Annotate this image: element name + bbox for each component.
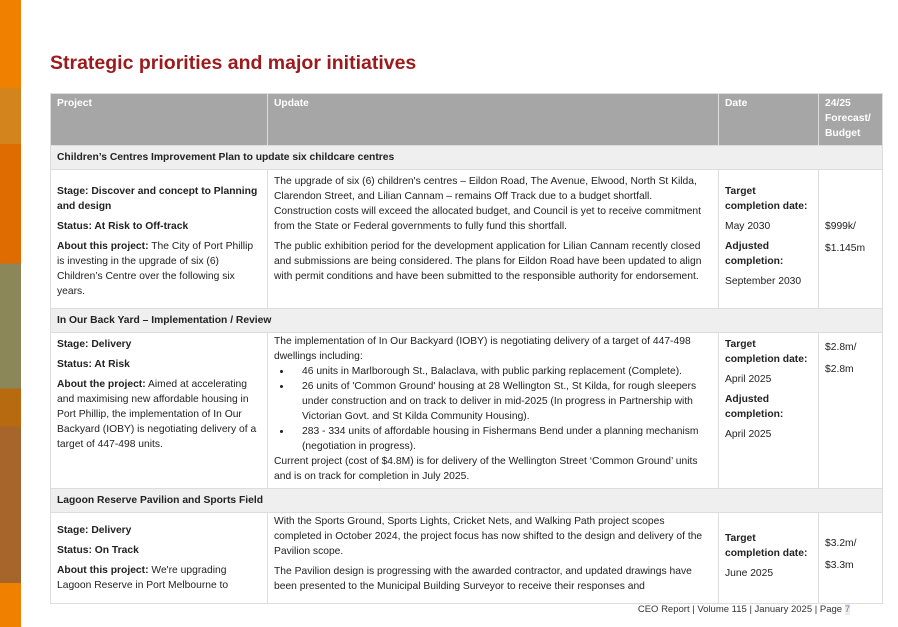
list-item: • 283 - 334 units of affordable housing in Fishermans Bend under a planning mechanism (negotiation in progress). (292, 424, 712, 454)
budget-cell: $2.8m/ $2.8m (819, 333, 883, 489)
adjusted-date: September 2030 (725, 276, 802, 287)
budget-cell: $3.2m/ $3.3m (819, 513, 883, 604)
update-paragraph: The upgrade of six (6) children's centres – Eildon Road, The Avenue, Elwood, North St Kilda, Clarendon Street, and Lilian Cannam – remains Off Track due to a budget shortfall. Construction costs will exceed the allocated budget, and Council is yet to receive commitment from the State or Federal governments to fully fund this shortfall. (274, 176, 701, 232)
project-cell (51, 333, 268, 489)
adjusted-label: Adjusted completion: (725, 241, 784, 267)
section-row (51, 489, 883, 513)
about: About this project: We're upgrading Lagoon Reserve in Port Melbourne to (57, 565, 229, 591)
status: Status: On Track (57, 545, 139, 556)
initiatives-table (50, 93, 883, 604)
section-row (51, 309, 883, 333)
date-cell (719, 513, 819, 604)
table-row (51, 513, 883, 604)
section-title: Children’s Centres Improvement Plan to update six childcare centres (51, 146, 883, 170)
project-cell (51, 170, 268, 309)
target-date: May 2030 (725, 221, 771, 232)
table-row (51, 333, 883, 489)
update-cell (268, 333, 719, 489)
header-date: Date (719, 94, 819, 146)
section-title: Lagoon Reserve Pavilion and Sports Field (51, 489, 883, 513)
budget-cell: $999k/ $1.145m (819, 170, 883, 309)
date-cell (719, 333, 819, 489)
header-update: Update (268, 94, 719, 146)
status: Status: At Risk (57, 359, 130, 370)
date-cell (719, 170, 819, 309)
update-outro: Current project (cost of $4.8M) is for delivery of the Wellington Street ‘Common Ground’ units and is on track for completion in July 2025. (274, 456, 698, 482)
list-item: • 46 units in Marlborough St., Balaclava, with public parking replacement (Complete). (292, 364, 712, 379)
target-date: April 2025 (725, 374, 772, 385)
section-title: In Our Back Yard – Implementation / Review (51, 309, 883, 333)
table-row (51, 170, 883, 309)
page-footer (638, 604, 850, 615)
update-paragraph: The Pavilion design is progressing with the awarded contractor, and updated drawings have been presented to the Municipal Building Surveyor to receive their responses and (274, 566, 692, 592)
stage: Stage: Delivery (57, 525, 132, 536)
update-cell (268, 513, 719, 604)
page-title: Strategic priorities and major initiatives (50, 52, 417, 74)
update-list (292, 364, 712, 454)
header-budget: 24/25 Forecast/ Budget (819, 94, 883, 146)
about: About the project: Aimed at accelerating and maximising new affordable housing in Port Phillip, the implementation of In Our Backyard (IOBY) is negotiating delivery of a target of 447-498 units. (57, 379, 257, 450)
table-header (51, 94, 883, 146)
stage: Stage: Delivery (57, 339, 132, 350)
footer-text: CEO Report | Volume 115 | January 2025 | Page (637, 604, 845, 615)
update-intro: The implementation of In Our Backyard (IOBY) is negotiating delivery of a target of 447-498 dwellings including: (274, 336, 691, 362)
about: About this project: The City of Port Phillip is investing in the upgrade of six (6) Children’s Centre over the following six years. (57, 241, 254, 297)
project-cell (51, 513, 268, 604)
decorative-side-strip (0, 0, 21, 627)
target-label: Target completion date: (725, 339, 808, 365)
header-project: Project (51, 94, 268, 146)
page-number: 7 (844, 604, 850, 615)
status: Status: At Risk to Off-track (57, 221, 189, 232)
update-paragraph: The public exhibition period for the development application for Lilian Cannam recently closed and submissions are being considered. The plans for Eildon Road have been updated to align with permit conditions and have been submitted to the responsible authority for endorsement. (274, 241, 702, 282)
target-label: Target completion date: (725, 533, 808, 559)
adjusted-date: April 2025 (725, 429, 772, 440)
stage: Stage: Discover and concept to Planning and design (57, 186, 258, 212)
target-date: June 2025 (725, 568, 774, 579)
adjusted-label: Adjusted completion: (725, 394, 784, 420)
list-item: • 26 units of 'Common Ground' housing at 28 Wellington St., St Kilda, for rough sleepers under construction and on track to deliver in mid-2025 (In progress in Partnership with Victorian Govt. and St Kilda Community Housing). (292, 379, 712, 424)
section-row (51, 146, 883, 170)
target-label: Target completion date: (725, 186, 808, 212)
update-paragraph: With the Sports Ground, Sports Lights, Cricket Nets, and Walking Path project scopes completed in October 2024, the project focus has now shifted to the design and delivery of the Pavilion scope. (274, 516, 703, 557)
update-cell (268, 170, 719, 309)
